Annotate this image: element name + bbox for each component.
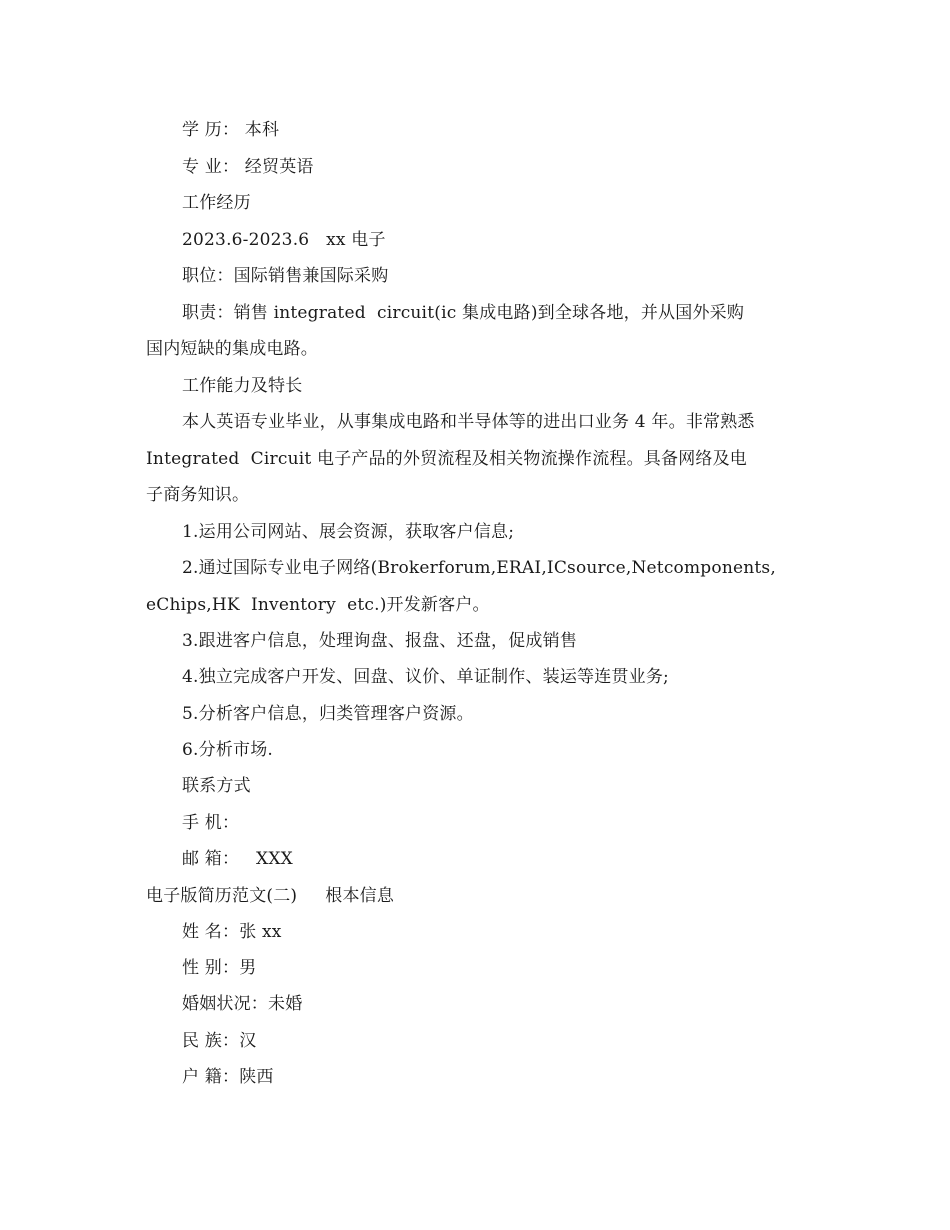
skills-heading: 工作能力及特长 xyxy=(182,376,303,396)
email-line: 邮 箱： XXX xyxy=(182,849,293,869)
duties-line-continued: 国内短缺的集成电路。 xyxy=(146,339,318,359)
list-item: 3.跟进客户信息，处理询盘、报盘、还盘，促成销售 xyxy=(182,631,578,651)
list-item: 4.独立完成客户开发、回盘、议价、单证制作、装运等连贯业务; xyxy=(182,667,669,687)
major-line: 专 业： 经贸英语 xyxy=(182,157,314,177)
skills-paragraph-line: 本人英语专业毕业，从事集成电路和半导体等的进出口业务 4 年。非常熟悉 xyxy=(182,412,755,432)
list-item: 6.分析市场. xyxy=(182,740,274,760)
list-item: 1.运用公司网站、展会资源，获取客户信息; xyxy=(182,522,515,542)
marital-status-line: 婚姻状况：未婚 xyxy=(182,994,303,1014)
gender-line: 性 别：男 xyxy=(182,958,257,978)
list-item: 2.通过国际专业电子网络(Brokerforum,ERAI,ICsource,Netcomponents, xyxy=(182,558,776,578)
list-item-continued: eChips,HK Inventory etc.)开发新客户。 xyxy=(146,595,490,615)
ethnicity-line: 民 族：汉 xyxy=(182,1031,257,1051)
education-line: 学 历： 本科 xyxy=(182,120,280,140)
hometown-line: 户 籍：陕西 xyxy=(182,1067,274,1087)
position-line: 职位：国际销售兼国际采购 xyxy=(182,266,389,286)
duties-line: 职责：销售 integrated circuit(ic 集成电路)到全球各地，并从国外采购 xyxy=(182,303,745,323)
section-title: 电子版简历范文(二) 根本信息 xyxy=(146,886,395,906)
employment-period-line: 2023.6-2023.6 xx 电子 xyxy=(182,230,386,250)
list-item: 5.分析客户信息，归类管理客户资源。 xyxy=(182,704,474,724)
contact-heading: 联系方式 xyxy=(182,776,251,796)
work-experience-heading: 工作经历 xyxy=(182,193,251,213)
phone-line: 手 机： xyxy=(182,813,240,833)
skills-paragraph-line: Integrated Circuit 电子产品的外贸流程及相关物流操作流程。具备网络及电 xyxy=(146,449,747,469)
skills-paragraph-line: 子商务知识。 xyxy=(146,485,250,505)
name-line: 姓 名：张 xx xyxy=(182,922,282,942)
